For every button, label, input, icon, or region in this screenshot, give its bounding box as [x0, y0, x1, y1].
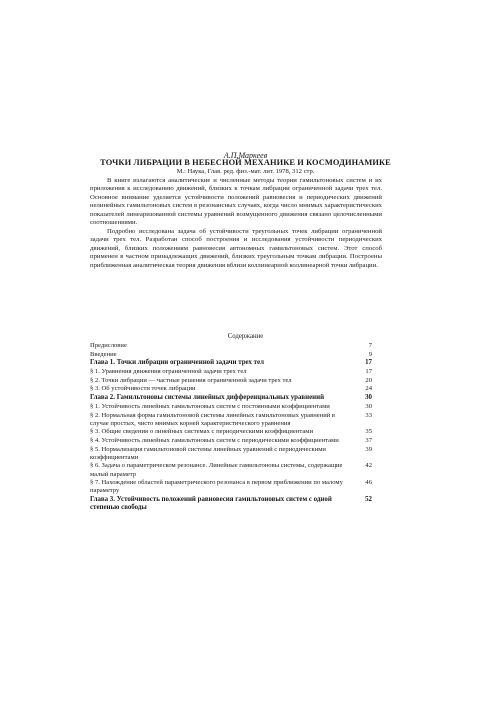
toc-entry-title: Глава 2. Гамильтоновы системы линейных дифференциальных уравнений	[90, 394, 325, 402]
toc-page-number: 37	[365, 436, 372, 444]
toc-entry	[90, 342, 372, 350]
imprint-line: М.: Наука, Глав. ред. физ.-мат. лит. 1978, 312 стр.	[176, 168, 315, 175]
toc-entry	[90, 403, 372, 411]
toc-entry-title: Глава 3. Устойчивость положений равновесия гамильтоновых систем с одной степенью свободы	[90, 496, 332, 512]
toc-entry	[90, 462, 372, 478]
toc-page-number: 39	[365, 445, 372, 453]
abstract-paragraph: В книге излагаются аналитические и численные методы теории гамильтоновых систем и их приложения к исследованию движений, близких к точкам либрации ограниченной задачи трех тел. Основное внимание уделяется устойчивости положений равновесия и периодических движений нелинейных гамильтоновых систем в резонансных случаях, когда число мнимых характеристических показателей линеаризованной системы уравнений возмущенного движения связано целочисленными соотношениями.	[90, 177, 382, 227]
toc-entry-title: § 3. Об устойчивости точек либрации	[90, 385, 196, 393]
toc-entry-title: Введение	[90, 350, 117, 358]
table-of-contents	[90, 342, 372, 513]
author-name: А.П.Маркеев	[223, 151, 268, 160]
toc-entry-title: § 2. Нормальная форма гамильтоновой системы линейных гамильтоновых уравнений в случае простых, чисто мнимых корней характеристического уравнения	[90, 411, 336, 427]
toc-page-number: 7	[368, 342, 372, 349]
toc-page-number: 42	[365, 462, 372, 470]
toc-page-number: 46	[365, 479, 372, 487]
toc-entry-title: § 1. Устойчивость линейных гамильтоновых систем с постоянными коэффициентами	[90, 402, 330, 410]
toc-page-number: 20	[365, 376, 372, 384]
toc-entry	[90, 351, 372, 359]
toc-entry-title: § 4. Устойчивость линейных гамильтоновых систем с периодическими коэффициентами	[90, 436, 339, 444]
toc-page-number: 9	[368, 350, 372, 358]
toc-entry	[90, 437, 372, 445]
toc-chapter-entry	[90, 496, 372, 512]
toc-entry-title: § 1. Уравнения движения ограниченной задачи трех тел	[90, 368, 247, 376]
toc-entry-title: § 6. Задача о параметрическом резонансе. Линейные гамильтоновы системы, содержащие малый параметр	[90, 462, 343, 478]
toc-page-number: 24	[365, 385, 372, 393]
toc-page-number: 52	[365, 496, 372, 503]
toc-page-number: 17	[365, 359, 372, 367]
toc-entry	[90, 412, 372, 428]
toc-page-number: 30	[365, 402, 372, 410]
toc-entry-title: § 2. Точки либрации — частные решения ограниченной задачи трех тел	[90, 376, 292, 384]
toc-page-number: 17	[365, 368, 372, 376]
toc-entry-title: § 7. Нахождение областей параметрического резонанса в первом приближении по малому параметру	[90, 479, 343, 495]
toc-entry	[90, 377, 372, 385]
toc-page-number: 33	[365, 411, 372, 419]
toc-entry	[90, 446, 372, 462]
toc-entry	[90, 428, 372, 436]
book-title: ТОЧКИ ЛИБРАЦИИ В НЕБЕСНОЙ МЕХАНИКЕ И КОСМОДИНАМИКЕ	[100, 158, 391, 167]
abstract-paragraph: Подробно исследована задача об устойчивости треугольных точек либрации ограниченной задачи трех тел. Разработан способ построения и исследования устойчивости периодических движений, близких положениям равновесия автономных гамильтоновых систем. Этот способ применен в частном принадлежащих движений, близких треугольным точкам либрации. Построены приближенная аналитическая теория движения вблизи коллинеарной коллинеарной точки либрации.	[90, 227, 382, 269]
toc-chapter-entry	[90, 359, 372, 367]
toc-entry	[90, 479, 372, 495]
toc-page-number: 30	[365, 394, 372, 402]
toc-entry	[90, 385, 372, 393]
toc-entry-title: § 3. Общие сведения о линейных системах с периодическими коэффициентами	[90, 428, 313, 436]
abstract	[90, 177, 382, 270]
toc-entry	[90, 368, 372, 376]
toc-entry-title: Глава 1. Точки либрации ограниченной задачи трех тел	[90, 359, 264, 367]
toc-entry-title: § 5. Нормализация гамильтоновой системы линейных уравнений с периодическими коэффициентами	[90, 445, 326, 461]
toc-page-number: 35	[365, 428, 372, 436]
toc-entry-title: Предисловие	[90, 342, 127, 349]
contents-heading: Содержание	[227, 333, 264, 340]
toc-chapter-entry	[90, 394, 372, 402]
